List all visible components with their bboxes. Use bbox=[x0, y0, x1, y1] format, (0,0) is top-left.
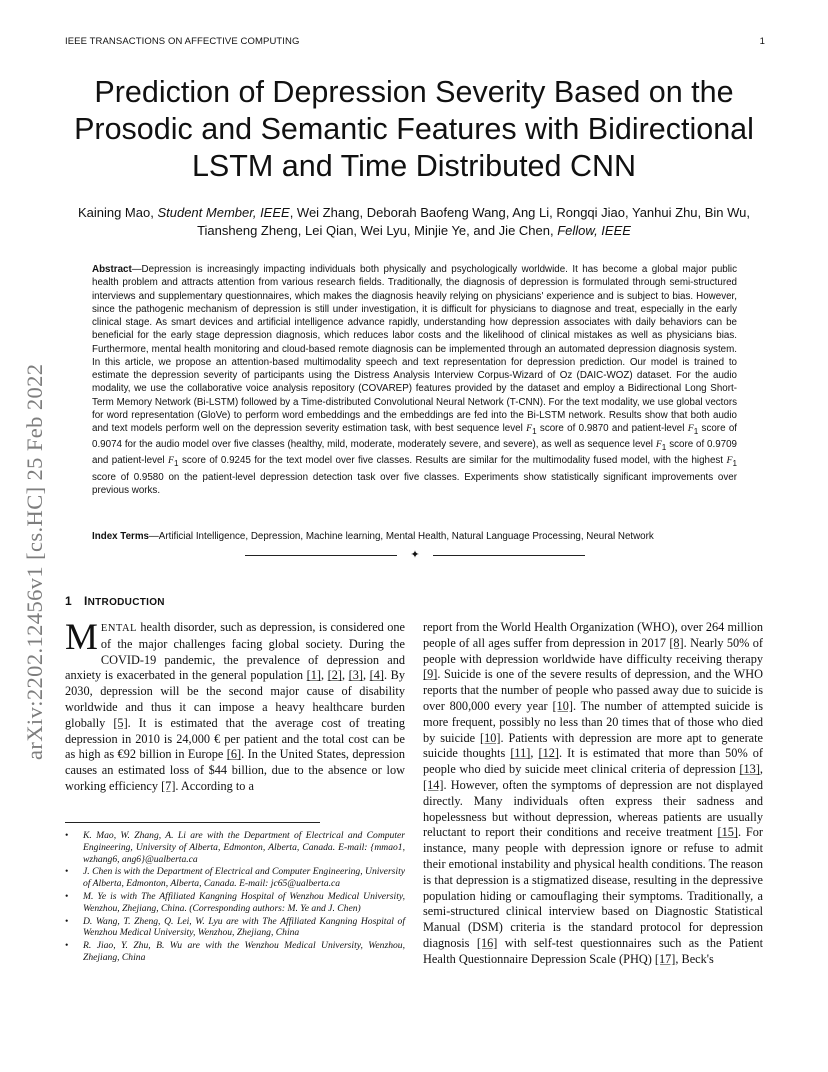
bullet-icon: • bbox=[65, 866, 69, 878]
footnote-item bbox=[65, 866, 405, 890]
body-text: . By 2030, depression will be the second major cause of disability worldwide and thus it can impose a heavy healthcare burden globally bbox=[65, 668, 405, 730]
footnotes bbox=[65, 830, 405, 965]
index-terms bbox=[92, 530, 737, 543]
separator-line-left bbox=[245, 555, 397, 556]
citation-link[interactable]: [15] bbox=[717, 825, 738, 840]
authors-part-1: Kaining Mao, bbox=[77, 205, 158, 220]
section-title-rest: NTRODUCTION bbox=[87, 597, 165, 608]
abstract-text-6: score of 0.9580 on the patient-level depression detection task over five classes. Experiments show statistically significant improvements over previous works. bbox=[92, 471, 737, 496]
body-text: . For instance, many people with depression ignore or refuse to admit their emotional instability and physical health conditions. The reason is that depression is a stigmatized disease, resulting in the depressive population hiding or camouflaging their symptoms. Traditionally, a semi-structured clinical interview based on Diagnostic Statistical Manual (DSM) criteria is the standard protocol for depression diagnosis bbox=[423, 825, 764, 950]
citation-link[interactable]: [10] bbox=[480, 730, 501, 745]
body-text: . However, often the symptoms of depression are not displayed directly. Many individuals often express their sadness and hopelessness but without depression, whereas patients are usually reluctant to report their conditions and receive treatment bbox=[423, 777, 763, 840]
body-text: . It is estimated that the average cost of treating depression in 2010 is 24,000 € per patient and the total cost can be as high as €92 billion in Europe bbox=[65, 715, 405, 762]
section-separator bbox=[245, 548, 585, 564]
body-text: health disorder, such as depression, is considered one of the major challenges facing global society. During the COVID-19 pandemic, the prevalence of depression and anxiety is exacerbated in the general population bbox=[65, 620, 405, 683]
section-title-first: I bbox=[83, 594, 88, 608]
citation-link[interactable]: [4] bbox=[369, 668, 384, 683]
section-number: 1 bbox=[65, 594, 72, 608]
f1-symbol: F bbox=[726, 455, 733, 467]
footnote-item bbox=[65, 830, 405, 865]
authors-part-2: , Wei Zhang, Deborah Baofeng Wang, Ang Li, Rongqi Jiao, Yanhui Zhu, Bin Wu, Tiansheng Zheng, Lei Qian, Wei Lyu, Minjie Ye, and Jie Chen, bbox=[197, 205, 751, 238]
footnote-item bbox=[65, 916, 405, 940]
body-text: . Nearly 50% of people with depression worldwide have difficulty receiving therapy bbox=[423, 635, 763, 666]
abstract-text-5: score of 0.9245 for the text model over five classes. Results are similar for the multimodality fused model, with the highest bbox=[178, 455, 727, 467]
page-number: 1 bbox=[759, 36, 765, 47]
citation-link[interactable]: [17] bbox=[654, 951, 676, 966]
body-text: with self-test questionnaires such as the Patient Health Questionnaire Depression Scale (PHQ) bbox=[423, 935, 763, 966]
citation-link[interactable]: [16] bbox=[476, 935, 498, 950]
body-text: . Patients with depression are more apt to generate suicide thoughts bbox=[423, 730, 763, 761]
body-text: , Beck's bbox=[675, 951, 714, 966]
citation-link[interactable]: [7] bbox=[161, 778, 176, 793]
intro-paragraph-cont: report from the World Health Organization (WHO), over 264 million people of all ages suffer from depression in 2017 [8]. Nearly 50% of people with depression worldwide have difficulty receiving therapy [9]. Suicide is one of the severe results of depression, and the WHO reports that the number of people who passed away due to suicide is over 800,000 every year [10]. The number of attempted suicide is more frequent, possibly no less than 20 times that of those who died by suicide [10]. Patients with depression are more apt to generate suicide thoughts [11], [12]. It is estimated that more than 50% of people who died by suicide meet clinical criteria of depression [13], [14]. However, often the symptoms of depression are not displayed directly. Many individuals often express their sadness and hopelessness but without depression, whereas patients are usually reluctant to report their conditions and receive treatment [15]. For instance, many people with depression ignore or refuse to admit their emotional instability and physical health conditions. The reason is that depression is a stigmatized disease, resulting in the depressive population hiding or camouflaging their symptoms. Traditionally, a semi-structured clinical interview based on Diagnostic Statistical Manual (DSM) criteria is the standard protocol for depression diagnosis [16] with self-test questionnaires such as the Patient Health Questionnaire Depression Scale (PHQ) [17], Beck's bbox=[423, 620, 764, 966]
body-column-left bbox=[65, 617, 405, 795]
f1-subscript: 1 bbox=[693, 426, 699, 436]
body-text: . According to a bbox=[175, 778, 254, 793]
body-text: . The number of attempted suicide is more frequent, possibly no less than 20 times that of those who died by suicide bbox=[423, 698, 763, 745]
abstract-label: Abstract bbox=[92, 264, 132, 275]
f1-symbol: F bbox=[526, 423, 533, 434]
footnote-item bbox=[65, 891, 405, 915]
abstract-text-1: —Depression is increasingly impacting individuals both physically and psychologically worldwide. It has become a global major public health problem and attracts attention from various research fields. Traditionally, the diagnosis of depression is formulated through semi-structured interviews and supplementary questionnaires, which makes the diagnosis heavily relying on physicians' experience and is subject to bias. However, since the pathogenic mechanism of depression is still under investigation, it is difficult for physicians to diagnose and treat, especially in the early clinical stage. As smart devices and artificial intelligence advance rapidly, understanding how depression associates with daily behaviors can be beneficial for the early stage depression diagnosis, which reduces labor costs and the likelihood of clinical mistakes as well as physicians bias. Furthermore, mental health monitoring and cloud-based remote diagnosis can be implemented through an automated depression diagnosis system. In this article, we propose an attention-based multimodality speech and text representation for depression prediction. Our model is trained to estimate the depression severity of participants using the Distress Analysis Interview Corpus-Wizard of Oz (DAIC-WOZ) dataset. For the audio modality, we use the collaborative voice analysis repository (COVAREP) features provided by the dataset and employ a Bidirectional Long Short-Term Memory Network (Bi-LSTM) followed by a Time-distributed Convolutional Neural Network (T-CNN). For the text modality, we use global vectors for word representation (GloVe) to perform word embeddings and the embeddings are fed into the Bi-LSTM network. Results show that both audio and text models perform well on the depression severity estimation task, with best sequence level bbox=[92, 264, 737, 434]
f1-symbol: F bbox=[687, 423, 694, 434]
footnote-text: J. Chen is with the Department of Electrical and Computer Engineering, University of Alberta, Edmonton, Alberta, Canada. E-mail: jc65@ualberta.ca bbox=[83, 866, 405, 890]
bullet-icon: • bbox=[65, 915, 69, 927]
author-role-1: Student Member, IEEE bbox=[157, 205, 290, 220]
f1-subscript: 1 bbox=[532, 426, 537, 436]
citation-link[interactable]: [9] bbox=[423, 667, 438, 682]
intro-paragraph: MENTAL health disorder, such as depression, is considered one of the major challenges facing global society. During the COVID-19 pandemic, the prevalence of depression and anxiety is exacerbated in the general population [1], [2], [3], [4]. By 2030, depression will be the second major cause of disability worldwide and thus it can impose a heavy healthcare burden globally [5]. It is estimated that the average cost of treating depression in 2010 is 24,000 € per patient and the total cost can be as high as €92 billion in Europe [6]. In the United States, depression causes an estimated loss of $44 billion, due to the absence or low working efficiency [7]. According to a bbox=[65, 617, 405, 793]
arxiv-stamp[interactable]: arXiv:2202.12456v1 [cs.HC] 25 Feb 2022 bbox=[22, 363, 47, 760]
diamond-icon: ✦ bbox=[410, 549, 420, 561]
journal-name: IEEE TRANSACTIONS ON AFFECTIVE COMPUTING bbox=[65, 36, 300, 47]
footnote-item bbox=[65, 940, 405, 964]
citation-link[interactable]: [11] bbox=[510, 746, 531, 761]
citation-link[interactable]: [3] bbox=[348, 668, 363, 683]
body-column-right bbox=[423, 620, 763, 968]
footnote-text: D. Wang, T. Zheng, Q. Lei, W. Lyu are with The Affiliated Kangning Hospital of Wenzhou Medical University, Wenzhou, Zhejiang, China bbox=[83, 915, 405, 939]
lead-word: ENTAL bbox=[100, 623, 137, 634]
index-terms-text: —Artificial Intelligence, Depression, Machine learning, Mental Health, Natural Language Processing, Neural Network bbox=[149, 531, 654, 542]
bullet-icon: • bbox=[65, 830, 69, 841]
footnote-text: R. Jiao, Y. Zhu, B. Wu are with the Wenzhou Medical University, Wenzhou, Zhejiang, China bbox=[83, 940, 405, 963]
footnote-rule bbox=[65, 822, 320, 823]
f1-symbol: F bbox=[655, 439, 662, 451]
separator-line-right bbox=[433, 555, 585, 556]
body-text: report from the World Health Organization (WHO), over 264 million people of all ages suffer from depression in 2017 bbox=[423, 620, 763, 650]
footnote-text: M. Ye is with The Affiliated Kangning Hospital of Wenzhou Medical University, Wenzhou, Zhejiang, China. (Corresponding authors: M. Ye and J. Chen) bbox=[83, 890, 405, 914]
body-text: . Suicide is one of the severe results of depression, and the WHO reports that the number of people who passed away due to suicide is over 800,000 every year bbox=[423, 667, 763, 713]
citation-link[interactable]: [13] bbox=[739, 762, 760, 777]
citation-link[interactable]: [10] bbox=[552, 698, 573, 713]
f1-symbol: F bbox=[168, 455, 174, 467]
paper-title: Prediction of Depression Severity Based on the Prosodic and Semantic Features with Bidirectional LSTM and Time Distributed CNN bbox=[74, 75, 754, 183]
abstract-text-3: score of 0.9074 for the audio model over five classes (healthy, mild, moderate, moderately severe, and severe), as well as sequence level bbox=[92, 423, 737, 451]
index-terms-label: Index Terms bbox=[92, 531, 149, 542]
citation-link[interactable]: [2] bbox=[327, 668, 342, 683]
citation-link[interactable]: [1] bbox=[306, 668, 321, 683]
drop-cap: M bbox=[65, 617, 98, 658]
abstract bbox=[92, 263, 737, 497]
bullet-icon: • bbox=[65, 890, 69, 902]
f1-subscript: 1 bbox=[174, 459, 179, 469]
footnote-text: K. Mao, W. Zhang, A. Li are with the Department of Electrical and Computer Engineering, University of Alberta, Edmonton, Alberta, Canada. E-mail: {mmao1, wzhang6, ang6}@ualberta.ca bbox=[83, 830, 405, 865]
bullet-icon: • bbox=[65, 940, 69, 952]
body-text: . In the United States, depression causes an estimated loss of $44 billion, due to the absence or low working efficiency bbox=[65, 747, 405, 793]
citation-link[interactable]: [12] bbox=[538, 746, 559, 761]
citation-link[interactable]: [5] bbox=[113, 715, 128, 730]
running-header bbox=[65, 36, 765, 50]
f1-subscript: 1 bbox=[732, 459, 737, 469]
citation-link[interactable]: [8] bbox=[669, 635, 684, 650]
author-role-2: Fellow, IEEE bbox=[557, 223, 631, 238]
abstract-text-4: score of 0.9709 and patient-level bbox=[92, 439, 737, 467]
f1-subscript: 1 bbox=[661, 443, 667, 453]
body-text: . It is estimated that more than 50% of people who died by suicide meet clinical criteria of depression bbox=[423, 746, 764, 777]
citation-link[interactable]: [6] bbox=[226, 747, 242, 762]
abstract-text-2: score of 0.9870 and patient-level bbox=[536, 423, 688, 434]
citation-link[interactable]: [14] bbox=[423, 777, 444, 792]
section-heading bbox=[65, 594, 165, 608]
author-list bbox=[60, 204, 768, 240]
